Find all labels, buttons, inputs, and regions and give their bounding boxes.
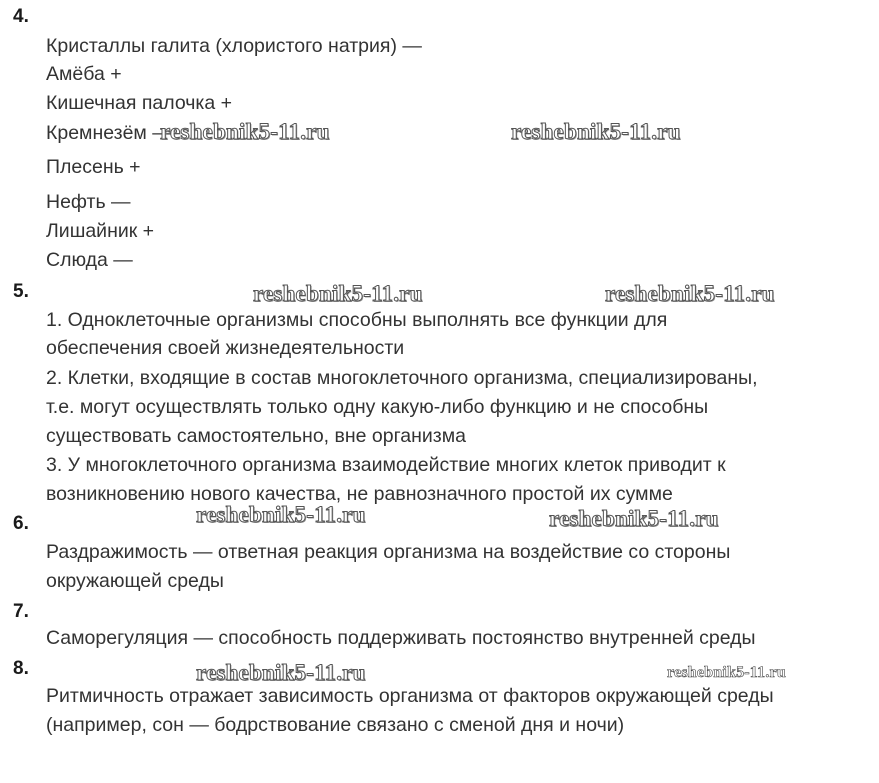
section-number-6: 6.: [13, 513, 29, 534]
watermark-text: reshebnik5-11.ru: [196, 502, 366, 527]
section-4-line-7: Лишайник +: [46, 220, 155, 242]
watermark-text: reshebnik5-11.ru: [253, 281, 423, 306]
section-6-line-2: окружающей среды: [46, 570, 224, 592]
section-4-line-2: Амёба +: [46, 63, 122, 85]
section-5-line-4: т.е. могут осуществлять только одну какую-либо функцию и не способны: [46, 396, 709, 418]
section-4-line-4: Кремнезём —: [46, 122, 172, 144]
section-4-line-6: Нефть —: [46, 191, 131, 213]
section-5-line-6: 3. У многоклеточного организма взаимодействие многих клеток приводит к: [46, 454, 726, 476]
section-number-5: 5.: [13, 281, 29, 302]
watermark-text: reshebnik5-11.ru: [511, 119, 681, 144]
watermark-text: reshebnik5-11.ru: [196, 660, 366, 685]
section-5-line-7: возникновению нового качества, не равнозначного простой их сумме: [46, 483, 673, 505]
watermark-text: reshebnik5-11.ru: [667, 664, 786, 681]
section-number-7: 7.: [13, 601, 29, 622]
section-4-line-8: Слюда —: [46, 249, 133, 271]
watermark-text: reshebnik5-11.ru: [605, 281, 775, 306]
section-4-line-5: Плесень +: [46, 156, 141, 178]
section-8-line-2: (например, сон — бодрствование связано с сменой дня и ночи): [46, 714, 625, 736]
section-5-line-3: 2. Клетки, входящие в состав многоклеточного организма, специализированы,: [46, 367, 758, 389]
section-7-line-1: Саморегуляция — способность поддерживать постоянство внутренней среды: [46, 627, 756, 649]
section-8-line-1: Ритмичность отражает зависимость организма от факторов окружающей среды: [46, 685, 774, 707]
section-number-8: 8.: [13, 658, 29, 679]
section-5-line-2: обеспечения своей жизнедеятельности: [46, 337, 405, 359]
section-6-line-1: Раздражимость — ответная реакция организма на воздействие со стороны: [46, 541, 731, 563]
section-number-4: 4.: [13, 6, 29, 27]
section-5-line-1: 1. Одноклеточные организмы способны выполнять все функции для: [46, 309, 668, 331]
watermark-text: reshebnik5-11.ru: [160, 119, 330, 144]
section-4-line-3: Кишечная палочка +: [46, 92, 233, 114]
watermark-text: reshebnik5-11.ru: [549, 506, 719, 531]
section-4-line-1: Кристаллы галита (хлористого натрия) —: [46, 35, 422, 57]
section-5-line-5: существовать самостоятельно, вне организма: [46, 425, 466, 447]
